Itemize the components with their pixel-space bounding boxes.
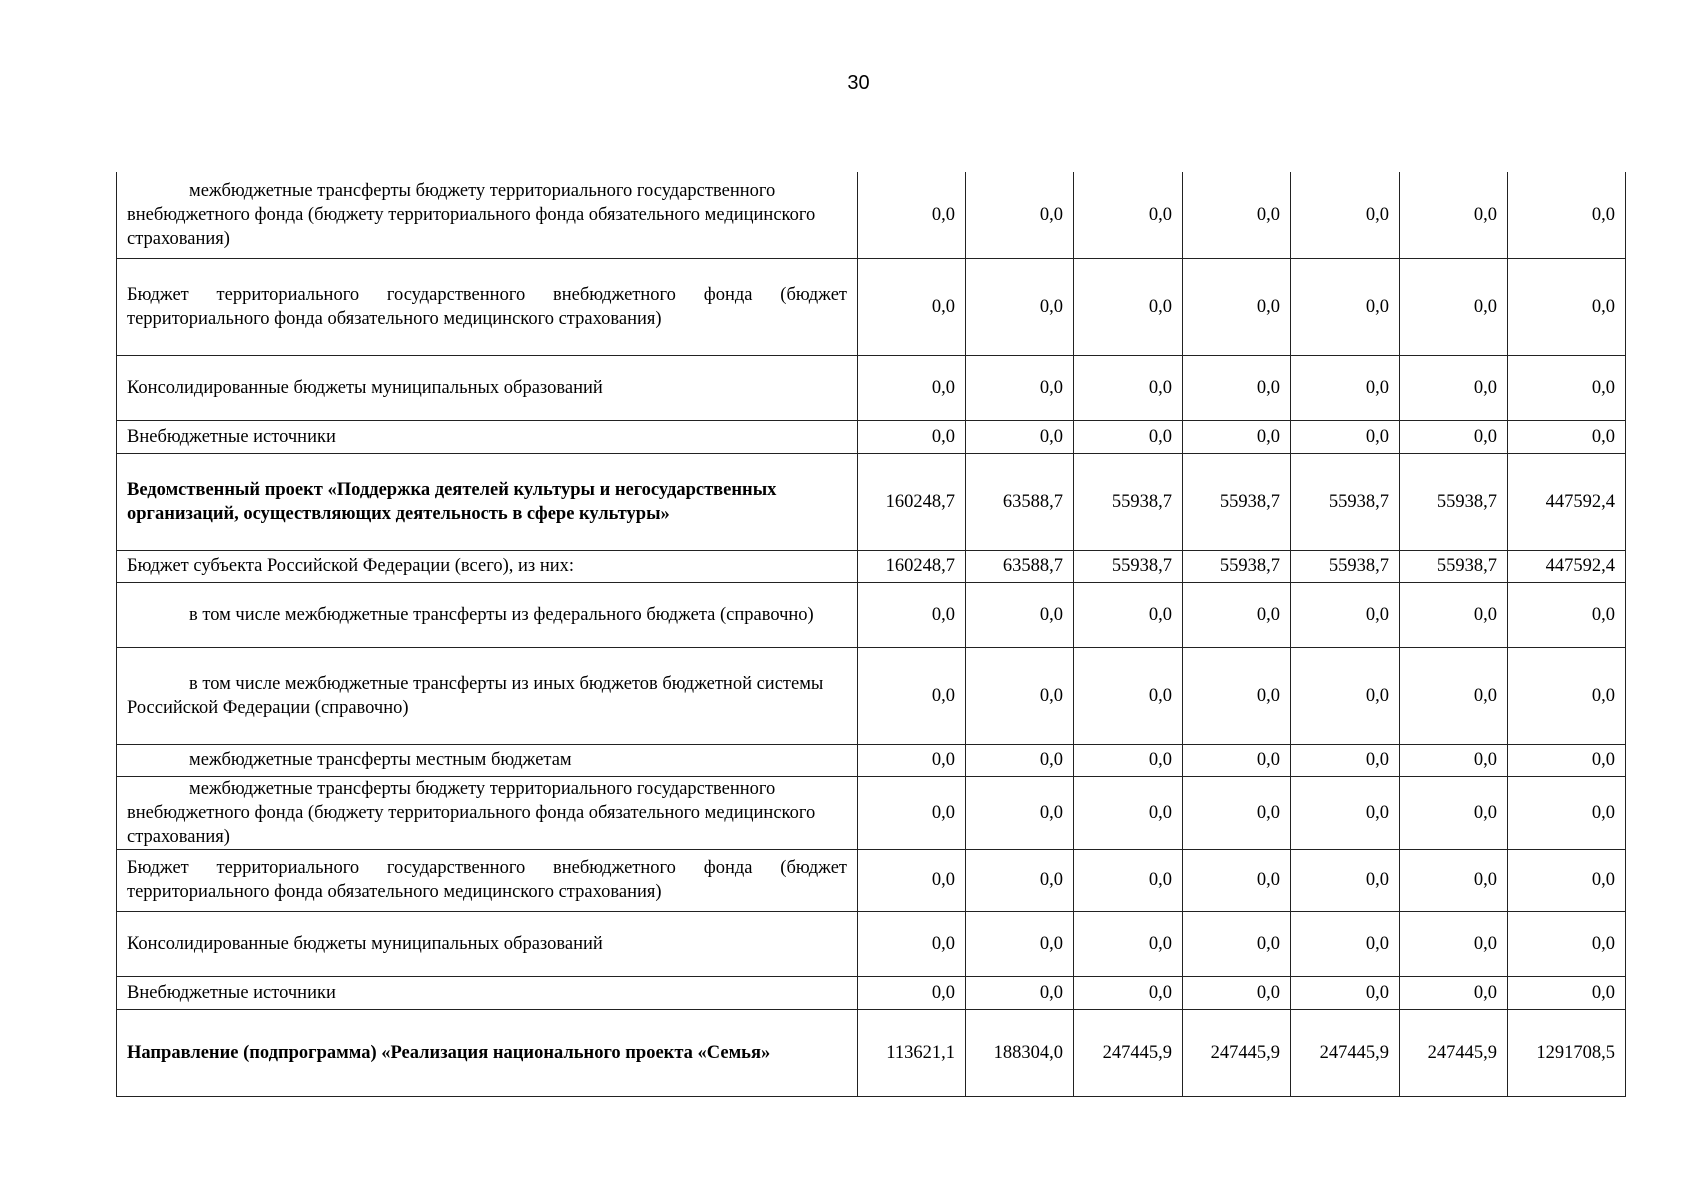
value-cell: 0,0 [1183, 849, 1291, 911]
value-cell: 247445,9 [1183, 1009, 1291, 1096]
value-cell: 0,0 [1400, 776, 1508, 849]
value-cell: 0,0 [858, 744, 966, 776]
value-cell: 447592,4 [1508, 550, 1626, 582]
value-cell: 63588,7 [966, 453, 1074, 550]
value-cell: 0,0 [858, 258, 966, 355]
value-cell: 0,0 [1508, 258, 1626, 355]
value-cell: 0,0 [1508, 172, 1626, 258]
value-cell: 0,0 [1400, 355, 1508, 420]
row-label: Бюджет субъекта Российской Федерации (всего), из них: [117, 550, 858, 582]
value-cell: 0,0 [1183, 647, 1291, 744]
value-cell: 0,0 [966, 420, 1074, 453]
table-row [117, 550, 1626, 582]
table-row [117, 582, 1626, 647]
value-cell: 55938,7 [1400, 550, 1508, 582]
value-cell: 0,0 [858, 355, 966, 420]
table-row [117, 647, 1626, 744]
value-cell: 0,0 [966, 172, 1074, 258]
value-cell: 0,0 [1183, 911, 1291, 976]
table-row [117, 976, 1626, 1009]
value-cell: 0,0 [858, 911, 966, 976]
row-label: Консолидированные бюджеты муниципальных образований [117, 911, 858, 976]
value-cell: 0,0 [1183, 582, 1291, 647]
value-cell: 55938,7 [1400, 453, 1508, 550]
value-cell: 0,0 [966, 911, 1074, 976]
value-cell: 0,0 [1508, 911, 1626, 976]
value-cell: 247445,9 [1400, 1009, 1508, 1096]
row-label: в том числе межбюджетные трансферты из федерального бюджета (справочно) [117, 582, 858, 647]
value-cell: 0,0 [1400, 172, 1508, 258]
value-cell: 0,0 [966, 776, 1074, 849]
value-cell: 113621,1 [858, 1009, 966, 1096]
value-cell: 0,0 [1400, 582, 1508, 647]
row-label: Бюджет территориального государственного внебюджетного фонда (бюджет территориального фонда обязательного медицинского страхования) [117, 849, 858, 911]
table-row [117, 420, 1626, 453]
row-label: Консолидированные бюджеты муниципальных образований [117, 355, 858, 420]
value-cell: 0,0 [966, 647, 1074, 744]
value-cell: 0,0 [1074, 744, 1183, 776]
value-cell: 0,0 [1183, 744, 1291, 776]
value-cell: 0,0 [1400, 744, 1508, 776]
value-cell: 0,0 [1508, 976, 1626, 1009]
value-cell: 0,0 [858, 582, 966, 647]
table-row [117, 911, 1626, 976]
budget-table [116, 172, 1626, 1097]
value-cell: 0,0 [1183, 976, 1291, 1009]
value-cell: 0,0 [1291, 420, 1400, 453]
row-label: Внебюджетные источники [117, 420, 858, 453]
value-cell: 0,0 [1400, 420, 1508, 453]
value-cell: 0,0 [1400, 258, 1508, 355]
row-label: межбюджетные трансферты бюджету территориального государственного внебюджетного фонда (бюджету территориального фонда обязательного медицинского страхования) [117, 172, 858, 258]
value-cell: 0,0 [1074, 355, 1183, 420]
value-cell: 0,0 [1291, 911, 1400, 976]
value-cell: 0,0 [858, 849, 966, 911]
value-cell: 0,0 [966, 355, 1074, 420]
table-row [117, 355, 1626, 420]
row-label: межбюджетные трансферты бюджету территориального государственного внебюджетного фонда (бюджету территориального фонда обязательного медицинского страхования) [117, 776, 858, 849]
row-label: Ведомственный проект «Поддержка деятелей культуры и негосударственных организаций, осуществляющих деятельность в сфере культуры» [117, 453, 858, 550]
value-cell: 55938,7 [1074, 453, 1183, 550]
value-cell: 55938,7 [1291, 550, 1400, 582]
value-cell: 0,0 [1074, 647, 1183, 744]
value-cell: 188304,0 [966, 1009, 1074, 1096]
page-number: 30 [847, 72, 870, 94]
value-cell: 0,0 [1074, 420, 1183, 453]
value-cell: 0,0 [1291, 849, 1400, 911]
value-cell: 55938,7 [1291, 453, 1400, 550]
value-cell: 447592,4 [1508, 453, 1626, 550]
value-cell: 0,0 [1074, 258, 1183, 355]
value-cell: 0,0 [1508, 420, 1626, 453]
value-cell: 0,0 [1291, 355, 1400, 420]
value-cell: 0,0 [858, 647, 966, 744]
value-cell: 0,0 [1291, 582, 1400, 647]
value-cell: 0,0 [1183, 355, 1291, 420]
value-cell: 1291708,5 [1508, 1009, 1626, 1096]
value-cell: 0,0 [1291, 744, 1400, 776]
value-cell: 0,0 [966, 582, 1074, 647]
value-cell: 0,0 [1183, 420, 1291, 453]
value-cell: 0,0 [858, 976, 966, 1009]
value-cell: 0,0 [1508, 849, 1626, 911]
value-cell: 0,0 [1291, 776, 1400, 849]
table-row [117, 258, 1626, 355]
value-cell: 160248,7 [858, 453, 966, 550]
row-label: в том числе межбюджетные трансферты из иных бюджетов бюджетной системы Российской Федерации (справочно) [117, 647, 858, 744]
value-cell: 0,0 [1183, 258, 1291, 355]
value-cell: 247445,9 [1074, 1009, 1183, 1096]
value-cell: 0,0 [858, 172, 966, 258]
table-row [117, 776, 1626, 849]
value-cell: 0,0 [858, 776, 966, 849]
value-cell: 63588,7 [966, 550, 1074, 582]
value-cell: 0,0 [1400, 976, 1508, 1009]
value-cell: 0,0 [1508, 744, 1626, 776]
value-cell: 0,0 [1508, 647, 1626, 744]
value-cell: 247445,9 [1291, 1009, 1400, 1096]
row-label: Направление (подпрограмма) «Реализация национального проекта «Семья» [117, 1009, 858, 1096]
table-row [117, 744, 1626, 776]
value-cell: 0,0 [1074, 776, 1183, 849]
value-cell: 0,0 [1074, 976, 1183, 1009]
value-cell: 0,0 [1074, 582, 1183, 647]
value-cell: 0,0 [1400, 849, 1508, 911]
value-cell: 0,0 [1183, 172, 1291, 258]
value-cell: 0,0 [966, 744, 1074, 776]
value-cell: 0,0 [1074, 911, 1183, 976]
table-row-project [117, 453, 1626, 550]
table-row-direction [117, 1009, 1626, 1096]
row-label: межбюджетные трансферты местным бюджетам [117, 744, 858, 776]
value-cell: 0,0 [858, 420, 966, 453]
value-cell: 0,0 [1291, 976, 1400, 1009]
value-cell: 0,0 [1508, 776, 1626, 849]
value-cell: 0,0 [1508, 355, 1626, 420]
value-cell: 0,0 [1508, 582, 1626, 647]
table-row [117, 849, 1626, 911]
value-cell: 0,0 [966, 258, 1074, 355]
value-cell: 0,0 [966, 849, 1074, 911]
value-cell: 0,0 [1400, 911, 1508, 976]
row-label: Внебюджетные источники [117, 976, 858, 1009]
value-cell: 0,0 [1183, 776, 1291, 849]
row-label: Бюджет территориального государственного внебюджетного фонда (бюджет территориального фонда обязательного медицинского страхования) [117, 258, 858, 355]
value-cell: 0,0 [1291, 647, 1400, 744]
value-cell: 55938,7 [1183, 550, 1291, 582]
value-cell: 55938,7 [1074, 550, 1183, 582]
value-cell: 0,0 [1291, 172, 1400, 258]
value-cell: 0,0 [1400, 647, 1508, 744]
value-cell: 0,0 [966, 976, 1074, 1009]
value-cell: 0,0 [1074, 849, 1183, 911]
value-cell: 0,0 [1074, 172, 1183, 258]
value-cell: 160248,7 [858, 550, 966, 582]
value-cell: 0,0 [1291, 258, 1400, 355]
value-cell: 55938,7 [1183, 453, 1291, 550]
table-row [117, 172, 1626, 258]
